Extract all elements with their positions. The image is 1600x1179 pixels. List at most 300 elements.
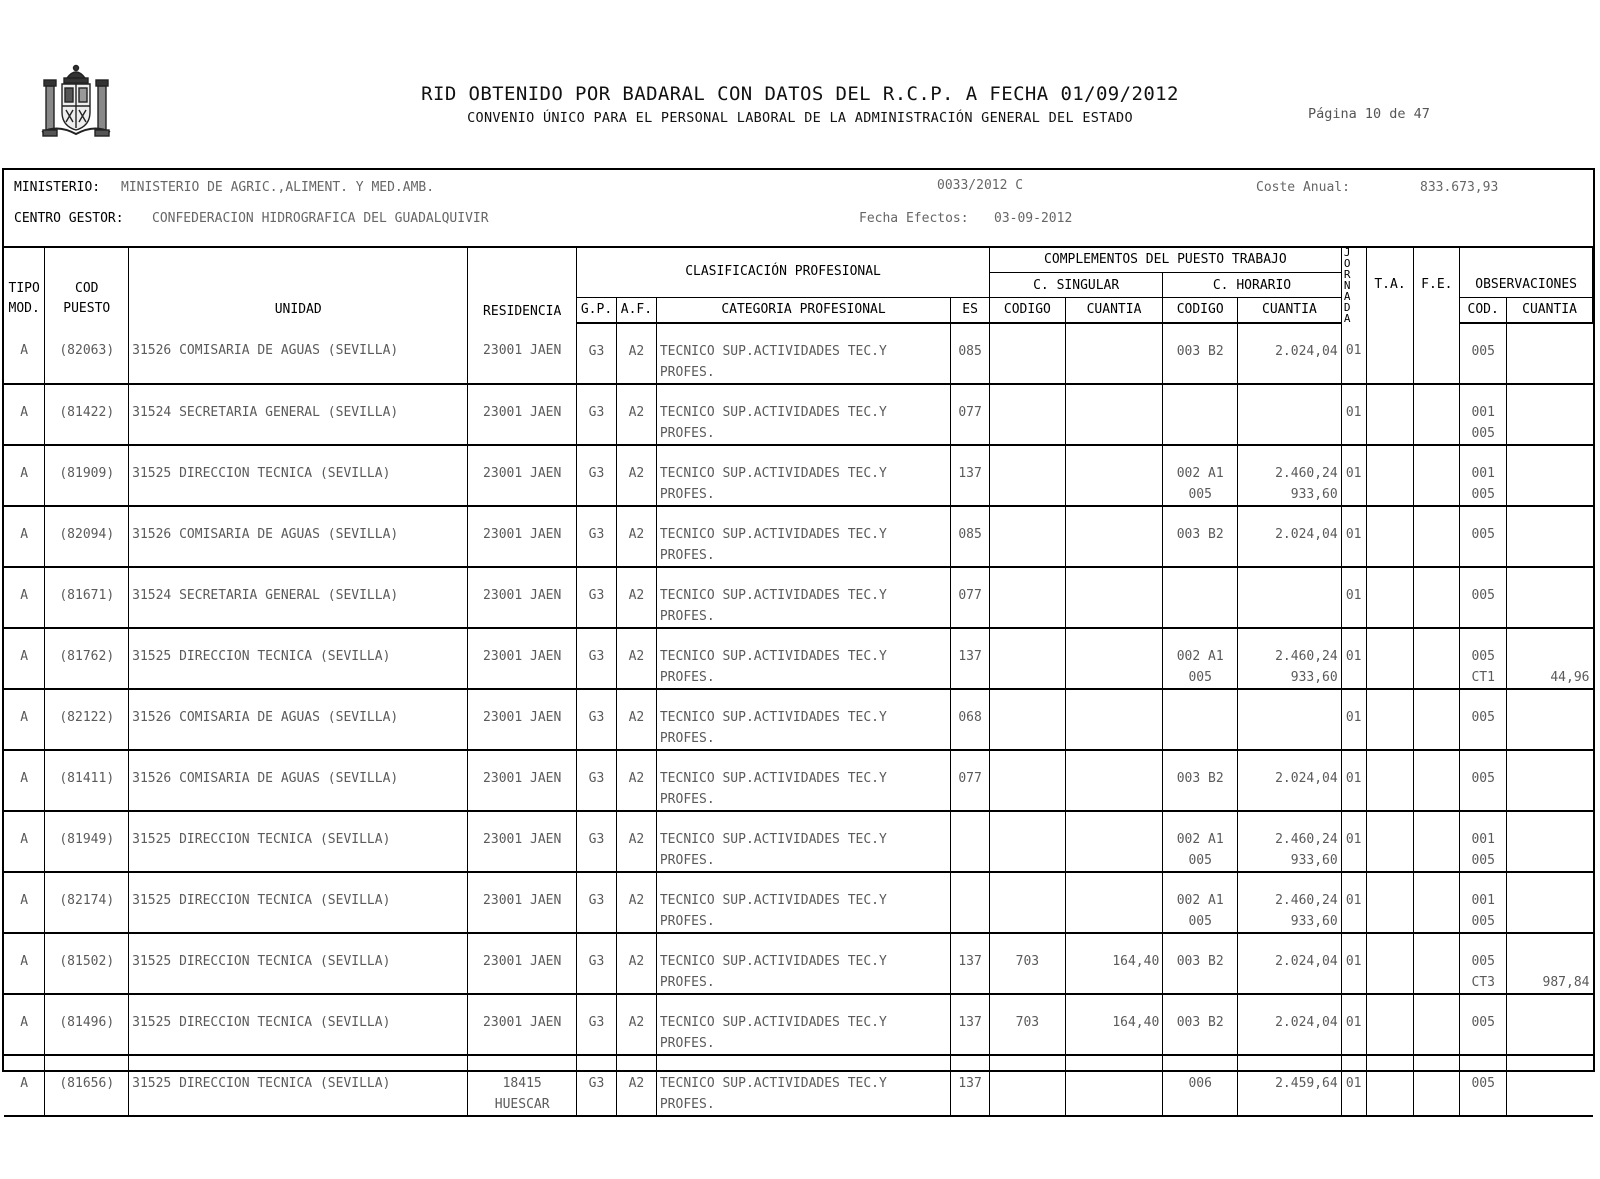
cell-value-es: 068	[958, 710, 982, 725]
cell-unidad	[129, 506, 468, 567]
cell-value-ch-cod1: 003 B2	[1176, 771, 1224, 786]
cell-cs-cuantia	[1065, 872, 1163, 933]
cell-value-ch-cua2	[1241, 1033, 1338, 1054]
cell-value-unidad: 31526 COMISARIA DE AGUAS (SEVILLA)	[132, 771, 399, 786]
cell-value-es: 137	[958, 466, 982, 481]
cell-fe	[1414, 689, 1460, 750]
cell-value-ta	[1386, 343, 1394, 358]
cell-value-cs-cua	[1151, 466, 1159, 481]
cell-value-ob-cod1: 005	[1471, 771, 1495, 786]
cell-es	[951, 506, 990, 567]
cell-categoria	[656, 445, 950, 506]
cell-value-cs-cod	[1023, 893, 1031, 908]
cell-value-jor: 01	[1345, 832, 1362, 847]
cell-value-res2	[471, 911, 573, 932]
cell-jornada	[1341, 506, 1366, 567]
cell-value-ch-cod2	[1166, 1094, 1234, 1115]
cell-es	[951, 323, 990, 384]
cell-puesto	[45, 567, 129, 628]
cell-value-res1: 23001 JAEN	[483, 466, 562, 481]
cell-value-gp: G3	[588, 649, 605, 664]
cell-obs-cuantia	[1507, 323, 1593, 384]
col-tipo: TIPO	[8, 281, 40, 296]
cell-value-jor: 01	[1345, 710, 1362, 725]
cell-value-ob-cua2	[1510, 850, 1589, 871]
cell-value-ch-cod1: 006	[1188, 1076, 1212, 1091]
cell-value-af: A2	[628, 649, 645, 664]
cell-jornada	[1341, 384, 1366, 445]
cell-value-cs-cua	[1151, 710, 1159, 725]
cell-value-fe	[1433, 1015, 1441, 1030]
cell-value-ob-cod2: 005	[1471, 487, 1495, 502]
cell-value-cat1: TECNICO SUP.ACTIVIDADES TEC.Y	[659, 588, 887, 603]
cell-value-ob-cod1: 005	[1471, 710, 1495, 725]
cell-value-ob-cod1: 001	[1471, 832, 1495, 847]
cell-value-ta	[1386, 832, 1394, 847]
cell-obs-cod	[1460, 628, 1507, 689]
cell-ch-cuantia	[1238, 933, 1342, 994]
cell-value-ob-cua1	[1510, 341, 1589, 362]
cell-tipo	[4, 506, 45, 567]
cell-value-puesto: (81762)	[59, 649, 115, 664]
fecha-efectos-label: Fecha Efectos:	[859, 211, 969, 226]
cell-value-ch-cua1: 2.460,24	[1275, 649, 1338, 664]
col-ch-cuantia: CUANTIA	[1238, 297, 1342, 323]
cell-value-cat2: PROFES.	[659, 914, 715, 929]
cell-value-fe	[1433, 588, 1441, 603]
cell-puesto	[45, 1055, 129, 1116]
cell-obs-cuantia	[1507, 445, 1593, 506]
cell-value-ta	[1386, 466, 1394, 481]
cell-categoria	[656, 872, 950, 933]
cell-value-ch-cod2: 005	[1188, 853, 1212, 868]
cell-value-cat2: PROFES.	[659, 670, 715, 685]
cell-value-ch-cua1: 2.024,04	[1275, 954, 1338, 969]
cell-value-cs-cod	[1023, 710, 1031, 725]
cell-value-ch-cod2	[1166, 728, 1234, 749]
cell-obs-cuantia	[1507, 384, 1593, 445]
cell-value-ch-cod2	[1166, 362, 1234, 383]
cell-obs-cuantia	[1507, 689, 1593, 750]
cell-ch-cuantia	[1238, 689, 1342, 750]
cell-tipo	[4, 567, 45, 628]
cell-value-ch-cua2	[1241, 972, 1338, 993]
cell-value-cs-cod	[1023, 466, 1031, 481]
cell-value-ch-cua1	[1241, 585, 1338, 606]
cell-ch-codigo	[1163, 1055, 1238, 1116]
cell-ch-codigo	[1163, 506, 1238, 567]
cell-value-ch-cua2: 933,60	[1290, 853, 1338, 868]
cell-value-jor: 01	[1345, 1076, 1362, 1091]
cell-value-ob-cod2	[1463, 362, 1503, 383]
cell-residencia	[468, 323, 577, 384]
cell-value-cat1: TECNICO SUP.ACTIVIDADES TEC.Y	[659, 893, 887, 908]
cell-es	[951, 689, 990, 750]
cell-puesto	[45, 323, 129, 384]
col-complementos: COMPLEMENTOS DEL PUESTO TRABAJO	[990, 246, 1342, 273]
cell-jornada	[1341, 445, 1366, 506]
cell-value-gp: G3	[588, 1076, 605, 1091]
cell-value-puesto: (81656)	[59, 1076, 115, 1091]
cell-value-tipo: A	[20, 1076, 29, 1091]
cell-af	[616, 933, 656, 994]
cell-value-ch-cod2	[1166, 423, 1234, 444]
cell-value-res2	[471, 728, 573, 749]
cell-value-tipo: A	[20, 527, 29, 542]
cell-unidad	[129, 1055, 468, 1116]
cell-value-ch-cua1: 2.024,04	[1275, 527, 1338, 542]
cell-value-res1: 23001 JAEN	[483, 832, 562, 847]
cell-fe	[1414, 933, 1460, 994]
cell-residencia	[468, 628, 577, 689]
cell-fe	[1414, 567, 1460, 628]
cell-value-fe	[1433, 710, 1441, 725]
cell-value-cat1: TECNICO SUP.ACTIVIDADES TEC.Y	[659, 771, 887, 786]
col-gp: G.P.	[577, 297, 617, 323]
cell-ta	[1366, 567, 1414, 628]
cell-ta	[1366, 1055, 1414, 1116]
cell-ta	[1366, 628, 1414, 689]
cell-obs-cuantia	[1507, 994, 1593, 1055]
cell-value-cs-cod	[1023, 344, 1031, 359]
cell-tipo	[4, 872, 45, 933]
cell-obs-cod	[1460, 689, 1507, 750]
cell-ch-cuantia	[1238, 445, 1342, 506]
cell-cs-codigo	[990, 994, 1066, 1055]
cell-cs-codigo	[990, 567, 1066, 628]
cell-value-ch-cod2: 005	[1188, 487, 1212, 502]
cell-fe	[1414, 445, 1460, 506]
cell-residencia	[468, 872, 577, 933]
cell-fe	[1414, 750, 1460, 811]
cell-cs-codigo	[990, 384, 1066, 445]
cell-value-cs-cod	[1023, 527, 1031, 542]
cell-value-es: 137	[958, 1015, 982, 1030]
cell-cs-cuantia	[1065, 628, 1163, 689]
table-row	[4, 994, 1593, 1055]
cell-value-cs-cua: 164,40	[1112, 954, 1160, 969]
cell-ta	[1366, 323, 1414, 384]
cell-value-res1: 23001 JAEN	[483, 649, 562, 664]
cell-puesto	[45, 506, 129, 567]
cell-ta	[1366, 689, 1414, 750]
cell-af	[616, 1055, 656, 1116]
cell-af	[616, 811, 656, 872]
cell-value-gp: G3	[588, 405, 605, 420]
cell-ta	[1366, 994, 1414, 1055]
cell-value-unidad: 31525 DIRECCION TECNICA (SEVILLA)	[132, 649, 391, 664]
cell-fe	[1414, 1055, 1460, 1116]
cell-value-cat2: PROFES.	[659, 426, 715, 441]
cell-value-tipo: A	[20, 832, 29, 847]
cell-value-ob-cod1: 005	[1471, 344, 1495, 359]
cell-value-af: A2	[628, 893, 645, 908]
cell-value-ch-cod1: 002 A1	[1176, 832, 1224, 847]
cell-value-es: 085	[958, 344, 982, 359]
cell-value-af: A2	[628, 710, 645, 725]
cell-value-cs-cua	[1151, 893, 1159, 908]
page-number: Página 10 de 47	[1308, 106, 1430, 122]
cell-value-unidad: 31524 SECRETARIA GENERAL (SEVILLA)	[132, 588, 399, 603]
cell-cs-cuantia	[1065, 384, 1163, 445]
cell-ch-cuantia	[1238, 506, 1342, 567]
cell-cs-codigo	[990, 933, 1066, 994]
cell-value-ch-cod2: 005	[1188, 914, 1212, 929]
cell-value-cs-cod	[1023, 832, 1031, 847]
cell-cs-codigo	[990, 811, 1066, 872]
cell-value-unidad: 31525 DIRECCION TECNICA (SEVILLA)	[132, 893, 391, 908]
cell-puesto	[45, 750, 129, 811]
cell-obs-cuantia	[1507, 933, 1593, 994]
cell-ta	[1366, 933, 1414, 994]
cell-value-res1: 23001 JAEN	[483, 343, 562, 358]
cell-value-cs-cua	[1151, 527, 1159, 542]
cell-value-res1: 23001 JAEN	[483, 771, 562, 786]
col-jornada: JORNADA	[1341, 246, 1366, 323]
cell-value-cat2: PROFES.	[659, 853, 715, 868]
cell-value-ob-cod1: 005	[1471, 588, 1495, 603]
cell-cs-cuantia	[1065, 445, 1163, 506]
col-puesto: PUESTO	[63, 301, 111, 316]
cell-value-ob-cua1	[1510, 402, 1589, 423]
cell-obs-cod	[1460, 567, 1507, 628]
cell-value-cat1: TECNICO SUP.ACTIVIDADES TEC.Y	[659, 466, 887, 481]
cell-value-ob-cua1	[1510, 1012, 1589, 1033]
cell-jornada	[1341, 628, 1366, 689]
cell-value-cat2: PROFES.	[659, 1036, 715, 1051]
cell-value-cs-cua	[1151, 649, 1159, 664]
cell-value-ob-cod1: 005	[1471, 954, 1495, 969]
cell-value-ob-cua2	[1510, 545, 1589, 566]
cell-fe	[1414, 384, 1460, 445]
cell-ta	[1366, 872, 1414, 933]
cell-value-res1: 23001 JAEN	[483, 588, 562, 603]
cell-value-ob-cua2: 44,96	[1550, 670, 1590, 685]
cell-ch-cuantia	[1238, 628, 1342, 689]
cell-value-ob-cua2	[1510, 423, 1589, 444]
cell-value-ob-cua2	[1510, 1094, 1589, 1115]
cell-value-ch-cod1: 002 A1	[1176, 466, 1224, 481]
cell-value-ob-cua2	[1510, 911, 1589, 932]
cell-value-ob-cua1	[1510, 707, 1589, 728]
cell-value-puesto: (81502)	[59, 954, 115, 969]
col-observaciones: OBSERVACIONES	[1460, 246, 1593, 297]
cell-value-gp: G3	[588, 588, 605, 603]
cell-value-cat1: TECNICO SUP.ACTIVIDADES TEC.Y	[659, 405, 887, 420]
cell-value-jor: 01	[1345, 771, 1362, 786]
cell-value-ob-cod2: 005	[1471, 914, 1495, 929]
cell-value-gp: G3	[588, 771, 605, 786]
cell-tipo	[4, 384, 45, 445]
centro-gestor-label: CENTRO GESTOR:	[14, 211, 124, 226]
cell-cs-codigo	[990, 1055, 1066, 1116]
cell-value-ob-cod2: CT3	[1471, 975, 1495, 990]
cell-cs-cuantia	[1065, 811, 1163, 872]
cell-value-jor: 01	[1345, 893, 1362, 908]
cell-value-gp: G3	[588, 832, 605, 847]
cell-jornada	[1341, 994, 1366, 1055]
cell-es	[951, 1055, 990, 1116]
cell-value-puesto: (82094)	[59, 527, 115, 542]
cell-value-ch-cua1: 2.459,64	[1275, 1076, 1338, 1091]
cell-value-jor: 01	[1345, 1015, 1362, 1030]
cell-jornada	[1341, 689, 1366, 750]
cell-value-cat2: PROFES.	[659, 365, 715, 380]
cell-value-ch-cua1: 2.024,04	[1275, 344, 1338, 359]
report-info-header	[4, 170, 1593, 248]
cell-value-cat1: TECNICO SUP.ACTIVIDADES TEC.Y	[659, 832, 887, 847]
cell-puesto	[45, 994, 129, 1055]
cell-value-gp: G3	[588, 954, 605, 969]
cell-value-res2: HUESCAR	[494, 1097, 550, 1112]
cell-tipo	[4, 689, 45, 750]
cell-af	[616, 750, 656, 811]
cell-value-ta	[1386, 588, 1394, 603]
cell-value-cat2: PROFES.	[659, 548, 715, 563]
cell-categoria	[656, 323, 950, 384]
cell-residencia	[468, 567, 577, 628]
cell-cs-codigo	[990, 689, 1066, 750]
cell-value-ob-cua2	[1510, 1033, 1589, 1054]
cell-value-ch-cua2: 933,60	[1290, 670, 1338, 685]
cell-ch-codigo	[1163, 567, 1238, 628]
cell-value-ta	[1386, 649, 1394, 664]
cell-residencia	[468, 445, 577, 506]
cell-gp	[577, 445, 617, 506]
cell-value-es: 137	[958, 649, 982, 664]
cell-value-es: 077	[958, 588, 982, 603]
cell-gp	[577, 384, 617, 445]
cell-puesto	[45, 384, 129, 445]
cell-value-af: A2	[628, 466, 645, 481]
cell-value-ch-cua2	[1241, 728, 1338, 749]
cell-value-ch-cod1: 003 B2	[1176, 1015, 1224, 1030]
cell-value-ch-cod2	[1166, 789, 1234, 810]
col-unidad: UNIDAD	[129, 246, 468, 323]
cell-ch-codigo	[1163, 872, 1238, 933]
cell-value-cs-cod	[1023, 405, 1031, 420]
cell-value-tipo: A	[20, 649, 29, 664]
cell-af	[616, 445, 656, 506]
cell-value-ch-cua1	[1241, 402, 1338, 423]
cell-value-ob-cod1: 001	[1471, 405, 1495, 420]
cell-residencia	[468, 689, 577, 750]
centro-gestor-value: CONFEDERACION HIDROGRAFICA DEL GUADALQUIVIR	[152, 211, 489, 226]
cell-value-ch-cod1	[1166, 707, 1234, 728]
cell-ch-cuantia	[1238, 384, 1342, 445]
cell-value-ob-cua2	[1510, 484, 1589, 505]
cell-ch-codigo	[1163, 689, 1238, 750]
cell-value-unidad: 31525 DIRECCION TECNICA (SEVILLA)	[132, 1015, 391, 1030]
cell-value-ch-cod2	[1166, 1033, 1234, 1054]
cell-value-jor: 01	[1345, 649, 1362, 664]
cell-value-res2	[471, 667, 573, 688]
cell-value-res1: 23001 JAEN	[483, 954, 562, 969]
table-row	[4, 750, 1593, 811]
cell-value-cs-cod	[1023, 771, 1031, 786]
cell-cs-cuantia	[1065, 567, 1163, 628]
cell-obs-cuantia	[1507, 811, 1593, 872]
cell-value-af: A2	[628, 405, 645, 420]
cell-value-fe	[1433, 466, 1441, 481]
cell-obs-cuantia	[1507, 506, 1593, 567]
cell-value-ch-cod1: 002 A1	[1176, 893, 1224, 908]
cell-value-ob-cod2	[1463, 1094, 1503, 1115]
cell-value-unidad: 31526 COMISARIA DE AGUAS (SEVILLA)	[132, 343, 399, 358]
cell-tipo	[4, 445, 45, 506]
cell-value-res1: 23001 JAEN	[483, 710, 562, 725]
cell-obs-cod	[1460, 994, 1507, 1055]
coste-anual-label: Coste Anual:	[1256, 180, 1350, 195]
cell-categoria	[656, 933, 950, 994]
cell-value-ta	[1386, 527, 1394, 542]
table-row	[4, 323, 1593, 384]
table-row	[4, 506, 1593, 567]
cell-ch-cuantia	[1238, 872, 1342, 933]
cell-value-ob-cod2: 005	[1471, 426, 1495, 441]
report-title: RID OBTENIDO POR BADARAL CON DATOS DEL R.C.P. A FECHA 01/09/2012	[421, 83, 1179, 105]
cell-value-res1: 23001 JAEN	[483, 893, 562, 908]
cell-value-cat1: TECNICO SUP.ACTIVIDADES TEC.Y	[659, 1076, 887, 1091]
cell-value-ob-cod2	[1463, 545, 1503, 566]
cell-tipo	[4, 933, 45, 994]
table-row	[4, 567, 1593, 628]
col-obs-cod: COD.	[1460, 297, 1507, 323]
cell-value-ob-cua1	[1510, 768, 1589, 789]
table-row	[4, 872, 1593, 933]
cell-tipo	[4, 323, 45, 384]
cell-cs-codigo	[990, 506, 1066, 567]
cell-value-ch-cod1: 003 B2	[1176, 527, 1224, 542]
cell-value-ch-cua2	[1241, 606, 1338, 627]
cell-residencia	[468, 750, 577, 811]
cell-value-ob-cod1: 005	[1471, 527, 1495, 542]
table-header	[4, 246, 1593, 323]
cell-value-tipo: A	[20, 893, 29, 908]
cell-value-fe	[1433, 832, 1441, 847]
cell-unidad	[129, 445, 468, 506]
col-cs-codigo: CODIGO	[990, 297, 1066, 323]
cell-value-puesto: (82174)	[59, 893, 115, 908]
cell-cs-codigo	[990, 750, 1066, 811]
cell-categoria	[656, 628, 950, 689]
cell-value-ch-cod1	[1166, 402, 1234, 423]
cell-ta	[1366, 811, 1414, 872]
cell-gp	[577, 872, 617, 933]
cell-obs-cod	[1460, 872, 1507, 933]
cell-ch-codigo	[1163, 933, 1238, 994]
table-row	[4, 445, 1593, 506]
cell-es	[951, 933, 990, 994]
cell-value-puesto: (81422)	[59, 405, 115, 420]
cell-gp	[577, 750, 617, 811]
cell-tipo	[4, 750, 45, 811]
cell-value-ob-cua2	[1510, 606, 1589, 627]
cell-es	[951, 567, 990, 628]
cell-value-ta	[1386, 893, 1394, 908]
cell-unidad	[129, 933, 468, 994]
table-row	[4, 384, 1593, 445]
cell-value-cat1: TECNICO SUP.ACTIVIDADES TEC.Y	[659, 344, 887, 359]
cell-value-cs-cua	[1151, 405, 1159, 420]
cell-af	[616, 872, 656, 933]
cell-value-ch-cua2	[1241, 545, 1338, 566]
cell-value-res2	[471, 789, 573, 810]
cell-value-ob-cod1: 005	[1471, 649, 1495, 664]
cell-obs-cod	[1460, 811, 1507, 872]
cell-value-gp: G3	[588, 344, 605, 359]
cell-ch-codigo	[1163, 811, 1238, 872]
